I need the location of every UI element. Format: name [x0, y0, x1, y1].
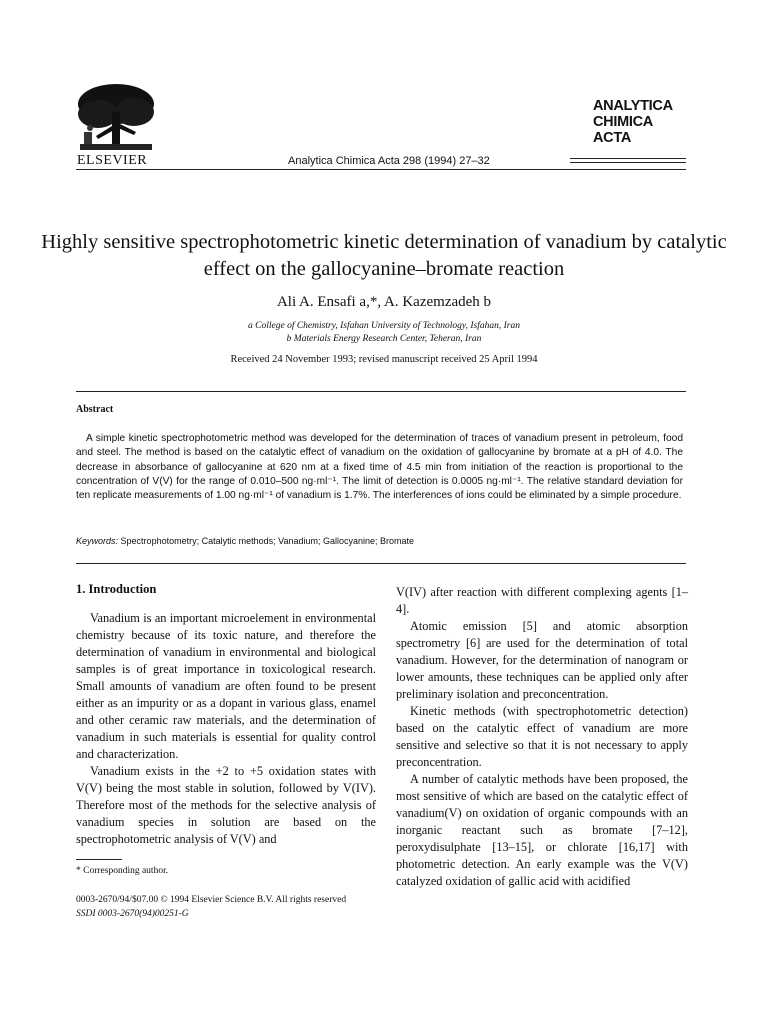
- ssdi: SSDI 0003-2670(94)00251-G: [76, 909, 189, 919]
- keywords-list: Spectrophotometry; Catalytic methods; Vanadium; Gallocyanine; Bromate: [120, 536, 415, 546]
- abstract-heading: Abstract: [76, 404, 114, 415]
- article-title: Highly sensitive spectrophotometric kinetic determination of vanadium by catalytic effect on the gallocyanine–bromate reaction: [41, 231, 727, 280]
- article-authors: Ali A. Ensafi a,*, A. Kazemzadeh b: [276, 294, 492, 310]
- publisher-name: ELSEVIER: [77, 153, 148, 168]
- issn-copyright: 0003-2670/94/$07.00 © 1994 Elsevier Science B.V. All rights reserved: [76, 895, 347, 905]
- abstract-top-rule: [76, 391, 686, 392]
- intro-paragraph-continued: V(IV) after reaction with different complexing agents [1–4].: [396, 585, 688, 616]
- intro-paragraph-2: Vanadium exists in the +2 to +5 oxidation states with V(V) being the most stable in solution, followed by V(IV). Therefore most of the methods for the selective analysis of vanadium species in solution are based on the spectrophotometric analysis of V(V) and: [76, 764, 376, 846]
- brand-rule-2: [570, 162, 686, 163]
- body-column-left: [76, 610, 376, 848]
- intro-paragraph-1: Vanadium is an important microelement in environmental chemistry because of its toxic nature, and therefore the determination of vanadium in environmental and biological samples is of great importance in toxicological research. Small amounts of vanadium are often found to be present either as an impurity or as a dopant in various glass, enamel and other ceramic raw materials, and the determination of vanadium in such materials is essential for quality control and characterization.: [76, 611, 376, 761]
- body-column-right: [396, 584, 688, 890]
- abstract-text: A simple kinetic spectrophotometric method was developed for the determination of traces of vanadium present in petroleum, food and steel. The method is based on the catalytic effect of vanadium on the oxidation of gallocyanine by bromate at a pH of 4.0. The decrease in absorbance of gallocyanine at 620 nm at a fixed time of 4.5 min from initiation of the reaction is proportional to the concentration of V(V) for the range of 0.010–500 ng·ml⁻¹. The limit of detection is 0.0005 ng·ml⁻¹. The relative standard deviation for ten replicate measurements of 1.00 ng·ml⁻¹ of vanadium is 1.7%. The interferences of ions could be eliminated by a simple procedure.: [76, 433, 683, 502]
- journal-brand: [593, 98, 673, 146]
- corresponding-author-footnote: * Corresponding author.: [76, 866, 169, 876]
- intro-paragraph-5: A number of catalytic methods have been proposed, the most sensitive of which are based on the catalytic effect of vanadium(V) on oxidation of organic compounds with an inorganic reactant such as bromate [7–12], peroxydisulphate [13–15], or chlorate [16,17] with photometric detection. An early example was the V(V) catalyzed oxidation of gallic acid with acidified: [396, 772, 688, 888]
- abstract-bottom-rule: [76, 563, 686, 564]
- copyright-block: [76, 893, 346, 921]
- affiliation-a: a College of Chemistry, Isfahan University of Technology, Isfahan, Iran: [248, 321, 520, 331]
- intro-heading: 1. Introduction: [76, 582, 157, 596]
- keywords-label: Keywords:: [76, 536, 119, 546]
- header-rule-left: [76, 169, 686, 170]
- journal-brand-line-3: ACTA: [593, 130, 631, 146]
- elsevier-tree-logo: [76, 82, 156, 154]
- journal-brand-line-2: CHIMICA: [593, 114, 653, 130]
- received-dates: Received 24 November 1993; revised manuscript received 25 April 1994: [230, 354, 538, 365]
- footnote-rule: [76, 859, 122, 860]
- journal-brand-line-1: ANALYTICA: [593, 98, 673, 114]
- brand-rule-1: [570, 158, 686, 159]
- keywords: [76, 536, 414, 546]
- affiliation-b: b Materials Energy Research Center, Teheran, Iran: [286, 334, 482, 344]
- intro-paragraph-3: Atomic emission [5] and atomic absorption spectrometry [6] are used for the determination of total vanadium. However, for the determination of nanogram or lower amounts, these techniques can be applied only after preliminary isolation and preconcentration.: [396, 619, 688, 701]
- intro-paragraph-4: Kinetic methods (with spectrophotometric detection) based on the catalytic effect of vanadium are more sensitive and selective so that it is not necessary to apply preconcentration.: [396, 704, 688, 769]
- journal-reference: Analytica Chimica Acta 298 (1994) 27–32: [288, 155, 490, 167]
